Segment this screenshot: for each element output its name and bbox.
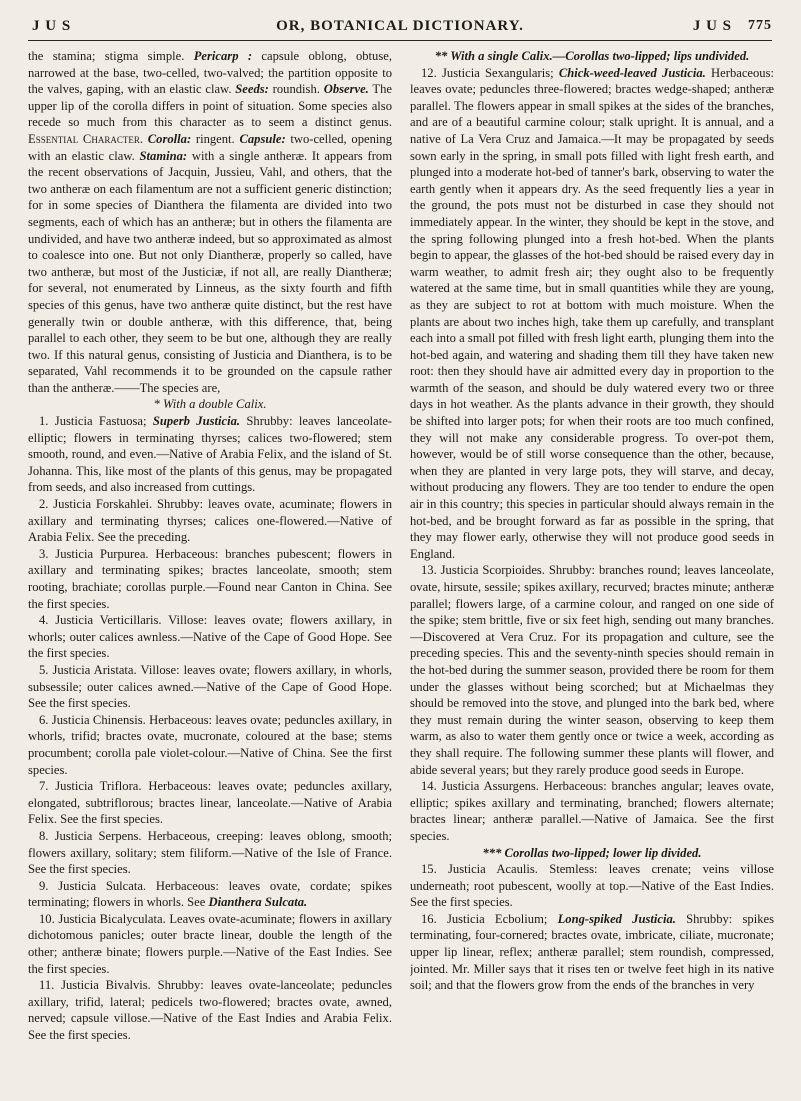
- section-heading: [410, 48, 774, 65]
- species-entry: [28, 496, 392, 546]
- body-text: 13. Justicia Scorpioides. Shrubby: branches round; leaves lanceolate, ovate, hirsute, sessile; spikes axillary, recurved; bractes minute; antheræ parallel; flowers large, of a carmine colour, and ranged on one side of the spike; stem brittle, five or six feet high, sending out many branches.—Discovered at Vera Cruz. For its propagation and culture, see the preceding species. This and the seventy-ninth species should remain in the hot-bed during the summer season, provided there be room for them under the glasses without being scorched; but at Michaelmas they should be removed into the stove, and plunged into the bark bed, where they must remain during the winter season, observing to keep them warm, as also to water them gently once or twice a week, according as they shall require. The following summer these plants will flower, and abide several years; but they rarely produce good seeds in Europe.: [410, 563, 774, 777]
- species-entry: [28, 413, 392, 496]
- running-header: [28, 16, 772, 41]
- emphasis-text: ** With a single Calix.—Corollas two-lipped; lips undivided.: [434, 49, 750, 63]
- body-text: 14. Justicia Assurgens. Herbaceous: branches angular; leaves ovate, elliptic; spikes axillary and terminating, branched; flowers alternate; bractes linear; antheræ parallel.—Native of Jamaica. See the first species.: [410, 779, 774, 843]
- emphasis-text: Long-spiked Justicia.: [557, 911, 676, 926]
- species-entry: [28, 911, 392, 977]
- body-text: 16. Justicia Ecbolium;: [421, 911, 558, 926]
- species-entry: [28, 612, 392, 662]
- species-entry: [28, 828, 392, 878]
- right-column: [410, 48, 774, 1090]
- body-text: 7. Justicia Triflora. Herbaceous: leaves ovate; peduncles axillary, elongated, subtriflorous; bractes linear, lanceolate.—Native of Arabia Felix. See the first species.: [28, 779, 392, 827]
- species-entry: [410, 778, 774, 844]
- species-entry: [28, 977, 392, 1043]
- text-columns: [28, 48, 774, 1090]
- header-right-guideword: J U S: [692, 18, 732, 34]
- emphasis-text: Dianthera Sulcata.: [208, 895, 308, 910]
- emphasis-text: Capsule:: [239, 131, 286, 146]
- body-text: Shrubby: spikes terminating, four-cornered; bractes ovate, imbricate, ciliate, mucronate; upper lip linear, reflex; antheræ parallel; stem roundish, compressed, jointed. Mr. Miller says that it rises ten or twelve feet high in its native soil; and that the flowers grow from the ends of the branches in very: [410, 911, 774, 993]
- body-text: Shrubby: leaves lanceolate-elliptic; flowers in terminating thyrses; calices two-flowered; stem smooth, round, and even.—Native of Arabia Felix, and the island of St. Johanna. This, like most of the plants of this genus, may be propagated from seeds, and also increased from cuttings.: [28, 414, 392, 495]
- emphasis-text: Stamina:: [139, 148, 188, 163]
- section-heading: [28, 396, 392, 413]
- species-entry: [28, 662, 392, 712]
- body-text: the stamina; stigma simple.: [28, 49, 194, 63]
- species-entry: [28, 546, 392, 612]
- body-text: 11. Justicia Bivalvis. Shrubby: leaves ovate-lanceolate; peduncles axillary, trifid, lateral; pedicels two-flowered; bractes ovate, awned, nerved; capsule villose.—Native of the East Indies and Arabia Felix. See the first species.: [28, 978, 392, 1043]
- body-text: 1. Justicia Fastuosa;: [39, 414, 153, 429]
- body-text: ringent.: [191, 131, 240, 146]
- species-entry: [410, 65, 774, 563]
- body-text: two-celled, opening with an elastic claw.: [28, 131, 392, 163]
- emphasis-text: Corolla:: [147, 131, 192, 146]
- body-text: 3. Justicia Purpurea. Herbaceous: branches pubescent; flowers in axillary and terminating spikes; bractes lanceolate, smooth; stem rooting, brachiate; corollas purple.—Found near Canton in China. See the first species.: [28, 546, 392, 611]
- emphasis-text: Essential Character.: [28, 131, 143, 146]
- body-text: 12. Justicia Sexangularis;: [421, 65, 559, 80]
- emphasis-text: Pericarp :: [193, 49, 253, 63]
- body-text: 9. Justicia Sulcata. Herbaceous: leaves ovate, cordate; spikes terminating; flowers in whorls. See: [28, 878, 392, 910]
- body-text: The upper lip of the corolla differs in point of situation. Some species also recede so much from this character as to seem a distinct genus.: [28, 82, 392, 130]
- header-title: OR, BOTANICAL DICTIONARY.: [276, 18, 524, 34]
- section-heading: [410, 845, 774, 862]
- body-text: 5. Justicia Aristata. Villose: leaves ovate; flowers axillary, in whorls, subsessile; outer calices awned.—Native of the Cape of Good Hope. See the first species.: [28, 662, 392, 711]
- body-text: 10. Justicia Bicalyculata. Leaves ovate-acuminate; flowers in axillary dichotomous panicles; outer bracte linear, double the length of the other; antheræ binate; flowers purple.—Native of the East Indies. See the first species.: [28, 911, 392, 976]
- page-number: 775: [748, 18, 772, 33]
- emphasis-text: Superb Justicia.: [152, 414, 241, 429]
- species-entry: [28, 712, 392, 778]
- body-text: 8. Justicia Serpens. Herbaceous, creeping: leaves oblong, smooth; flowers axillary, solitary; stem filiform.—Native of the Isle of France. See the first species.: [28, 828, 392, 877]
- species-entry: [410, 562, 774, 778]
- species-entry: [410, 911, 774, 994]
- header-left-guideword: J U S: [32, 18, 72, 34]
- emphasis-text: Chick-weed-leaved Justicia.: [558, 65, 706, 80]
- emphasis-text: Observe.: [323, 82, 369, 97]
- body-text: Herbaceous: leaves ovate; peduncles three-flowered; bractes wedge-shaped; antheræ parallel. The flowers appear in small spikes at the sides of the branches, and are of a beautiful carmine colour; stalk upright. It is annual, and a native of La Vera Cruz and Jamaica.—It may be propagated by seeds sown early in the spring, in small pots filled with light fresh earth, and plunged into a moderate hot-bed of tanner's bark, observing to water the earth gently when it appears dry. As the seed frequently lies a year in the ground, the pots must not be disturbed in case they should not immediately appear. In the winter, they should be kept in the stove, and the spring following plunged into a fresh hot-bed. When the plants begin to appear, the glasses of the hot-bed should be raised every day in warm weather, to admit fresh air; they ought also to be frequently watered at the same time, but in small quantities while they are young, as they are subject to rot at bottom with much moisture. When the plants are about two inches high, take them up carefully, and transplant each into a small pot filled with fresh light earth, plunging them into the hot-bed again, and watering and shading them till they have taken new root: then they should have air admitted every day in proportion to the warmth of the season, and should be duly watered every two or three days in hot weather. As the plants advance in their growth, they should be shifted into larger pots; for when their roots are too much confined, they will not make any considerable progress. To over-pot them, however, would be of still worse consequence than the other, because, when they are planted in very large pots, they will starve, and decay, without producing any flowers. They are too tender to endure the open air in this country; this species in particular should always remain in the hot-bed, and be brought forward as far as possible in the spring, that they may flower early, otherwise they will not produce good seeds in England.: [410, 65, 774, 561]
- continued-paragraph: [28, 48, 392, 396]
- emphasis-text: * With a double Calix.: [153, 397, 267, 412]
- body-text: capsule oblong, obtuse, narrowed at the base, two-celled, two-valved; the partition opposite to the valves, gaping, with an elastic claw.: [28, 49, 392, 97]
- body-text: 4. Justicia Verticillaris. Villose: leaves ovate; flowers axillary, in whorls; outer calices awnless.—Native of the Cape of Good Hope. See the first species.: [28, 613, 392, 661]
- emphasis-text: Seeds:: [235, 82, 269, 97]
- body-text: roundish.: [268, 82, 324, 97]
- species-entry: [28, 878, 392, 911]
- emphasis-text: *** Corollas two-lipped; lower lip divided.: [482, 845, 702, 860]
- body-text: with a single antheræ. It appears from the recent observations of Jacquin, Jussieu, Vahl, and others, that the two antheræ on each filamentum are not a sufficient generic distinction; for in some species of Dianthera the filamenta are divided into two segments, each of which has an antheræ; but in others the filamenta are undivided, and have two antheræ indeed, but so approximated as almost to coalesce into one. But not only Diantheræ, properly so called, have two antheræ, but most of the Justiciæ, if not all, are really Diantheræ; for several, not enumerated by Linneus, as the sixty fourth and fifth species of this genus, have two antheræ quite distinct, but the rest have generally twin or double antheræ, with this difference, that, being parallel to each other, they seem to be but one, although they are really two. If this natural genus, consisting of Justicia and Dianthera, is to be separated, Vahl recommends it to be grounded on the capsule rather than the antheræ.——The species are,: [28, 148, 392, 395]
- body-text: 2. Justicia Forskahlei. Shrubby: leaves ovate, acuminate; flowers in axillary and terminating thyrses; calices one-flowered.—Native of Arabia Felix. See the preceding.: [28, 497, 392, 545]
- species-entry: [410, 861, 774, 911]
- species-entry: [28, 778, 392, 828]
- body-text: 6. Justicia Chinensis. Herbaceous: leaves ovate; peduncles axillary, in whorls, trifid; bractes ovate, mucronate, coloured at the base; stems procumbent; corolla pale violet-colour.—Native of China. See the first species.: [28, 712, 392, 777]
- left-column: [28, 48, 392, 1090]
- body-text: 15. Justicia Acaulis. Stemless: leaves crenate; veins villose underneath; root pubescent, woolly at top.—Native of the East Indies. See the first species.: [410, 862, 774, 910]
